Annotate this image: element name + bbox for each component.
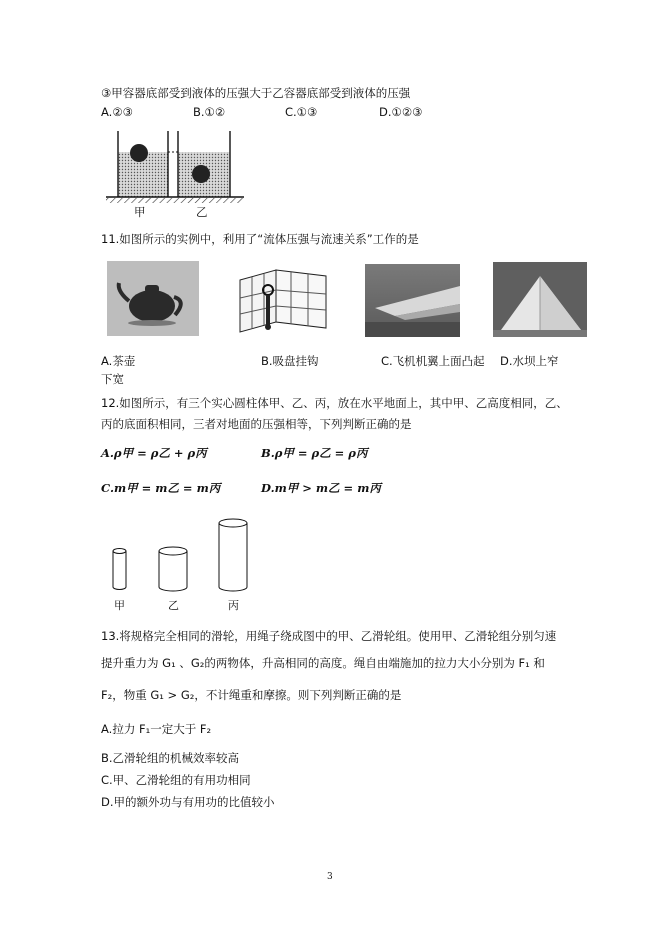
q12-label-yi: 乙: [168, 599, 179, 612]
q13-option-d: D.甲的额外功与有用功的比值较小: [101, 795, 275, 809]
q13-line3: F₂，物重 G₁ > G₂，不计绳重和摩擦。则下列判断正确的是: [101, 688, 402, 702]
q12-option-c: C.m甲 = m乙 = m丙: [101, 481, 221, 495]
q10-label-jia: 甲: [134, 205, 146, 219]
q11-stem: 11.如图所示的实例中，利用了“流体压强与流速关系”工作的是: [101, 232, 419, 246]
q11-option-a: A.茶壶: [101, 354, 136, 368]
q10-option-b: B.①②: [193, 105, 226, 119]
q10-containers-figure: [106, 129, 246, 221]
q12-option-d: D.m甲 > m乙 = m丙: [261, 481, 381, 495]
q10-option-a: A.②③: [101, 105, 133, 119]
q13-line2: 提升重力为 G₁ 、G₂的两物体，升高相同的高度。绳自由端施加的拉力大小分别为 F₁ 和: [101, 656, 545, 670]
cylinder-yi: [159, 547, 187, 591]
page-number: 3: [327, 872, 333, 882]
q10-option-d: D.①②③: [379, 105, 423, 119]
q11-option-d: D.水坝上窄: [500, 354, 559, 368]
q10-label-yi: 乙: [196, 205, 208, 219]
q12-label-jia: 甲: [114, 599, 125, 612]
q12-label-bing: 丙: [228, 599, 239, 612]
q10-statement-3: ③甲容器底部受到液体的压强大于乙容器底部受到液体的压强: [101, 86, 411, 100]
q12-option-a: A.ρ甲 = ρ乙 + ρ丙: [101, 446, 207, 460]
q12-option-b: B.ρ甲 = ρ乙 = ρ丙: [261, 446, 368, 460]
q11-option-d-continuation: 下宽: [101, 372, 124, 386]
teapot-image: [107, 261, 199, 336]
q11-option-b: B.吸盘挂钩: [261, 354, 319, 368]
q10-option-c: C.①③: [285, 105, 318, 119]
q12-stem-line2: 丙的底面积相同，三者对地面的压强相等，下列判断正确的是: [101, 417, 412, 431]
suction-hook-image: [236, 262, 328, 337]
ball-jia: [130, 144, 148, 162]
q11-option-c: C.飞机机翼上面凸起: [381, 354, 485, 368]
ball-yi: [192, 165, 210, 183]
q13-option-b: B.乙滑轮组的机械效率较高: [101, 751, 240, 765]
q13-option-a: A.拉力 F₁一定大于 F₂: [101, 722, 212, 736]
q12-stem-line1: 12.如图所示，有三个实心圆柱体甲、乙、丙，放在水平地面上，其中甲、乙高度相同，乙、: [101, 396, 568, 410]
q12-cylinders-figure: [108, 517, 258, 597]
cylinder-jia: [113, 549, 126, 590]
cylinder-bing: [219, 519, 247, 591]
dam-image: [493, 262, 587, 337]
q13-line1: 13.将规格完全相同的滑轮，用绳子绕成图中的甲、乙滑轮组。使用甲、乙滑轮组分别匀速: [101, 629, 557, 643]
airplane-wing-image: [365, 264, 460, 337]
q13-option-c: C.甲、乙滑轮组的有用功相同: [101, 773, 251, 787]
